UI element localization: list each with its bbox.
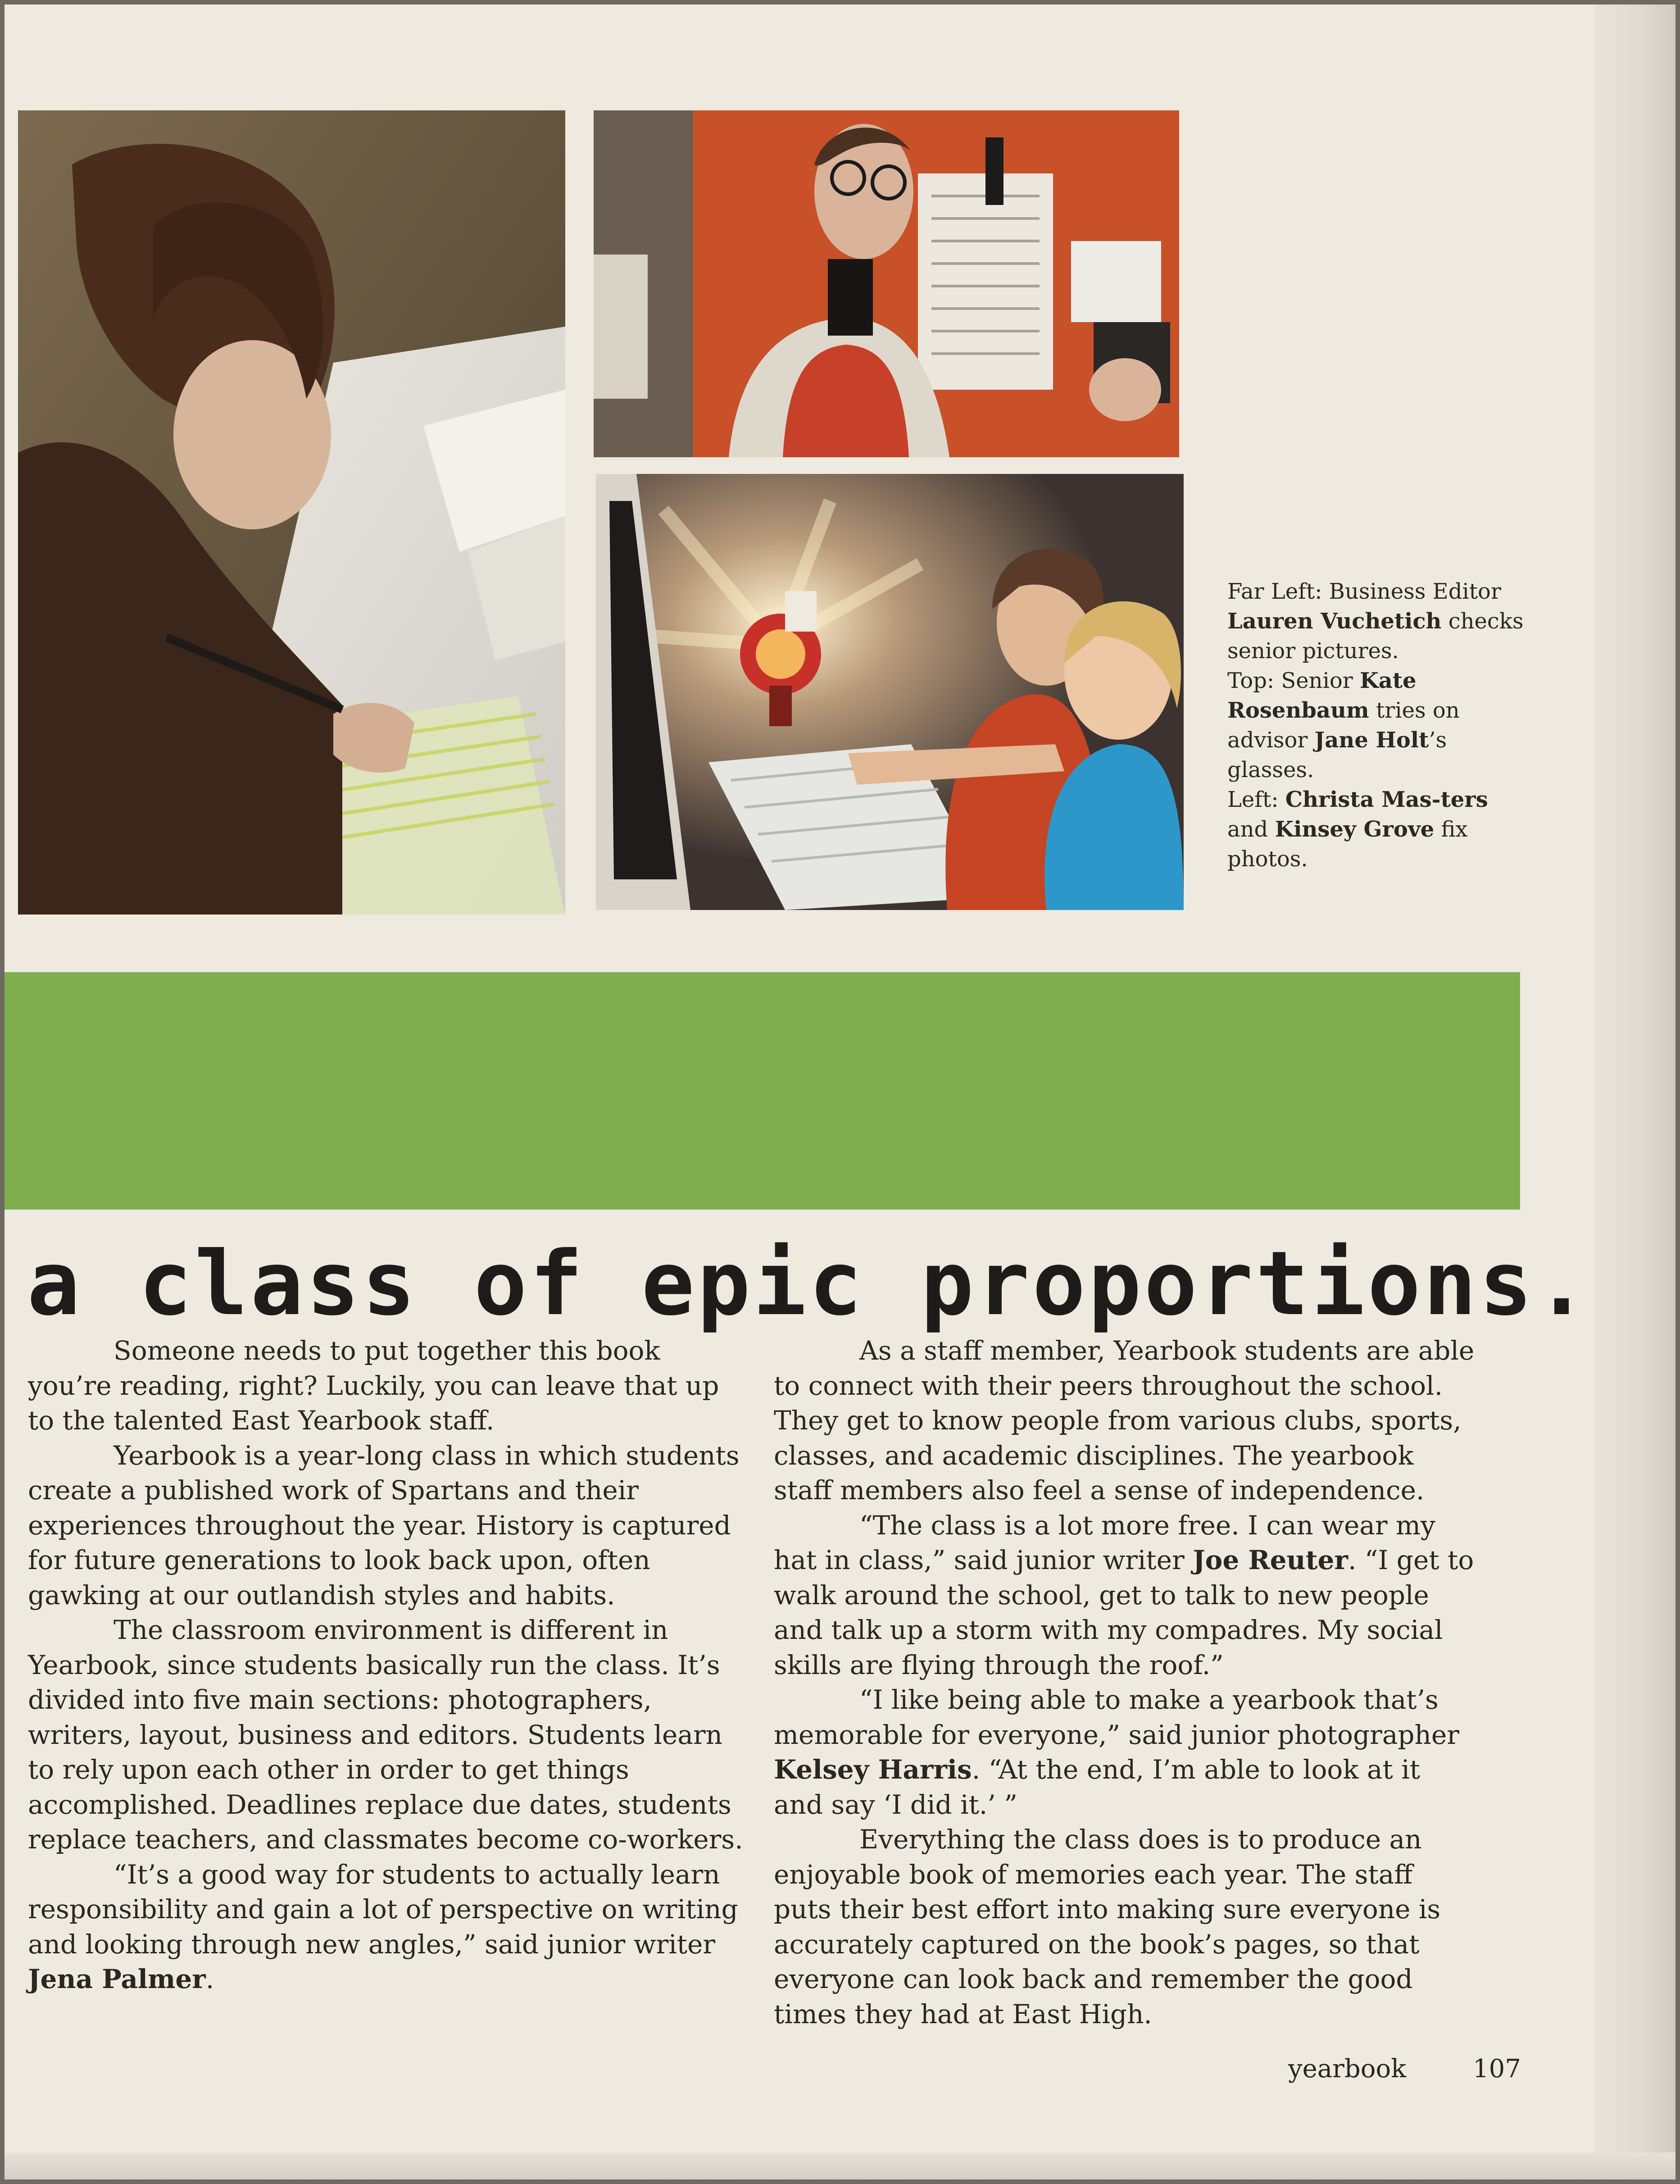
quote-text: “It’s a good way for students to actually learn responsibility and gain a lot of perspective on writing and looking through new angles,” said junior writer: [28, 1859, 738, 1960]
paragraph: Everything the class does is to produce an enjoyable book of memories each year. The staff puts their best effort into making sure everyone is accurately captured on the book’s pages, so that everyone can look back and remember the good times they had at East High.: [774, 1824, 1441, 2029]
caption-name: Christa Mas-ters: [1285, 787, 1488, 812]
caption-top: [1227, 666, 1525, 785]
quote-source-name: Kelsey Harris: [774, 1754, 972, 1785]
caption-far-left: [1227, 577, 1525, 666]
caption-text: checks senior pictures.: [1227, 609, 1524, 664]
paragraph: Yearbook is a year-long class in which students create a published work of Spartans and their experiences throughout the year. History is captured for future generations to look back upon, often gawking at our outlandish styles and habits.: [28, 1440, 740, 1611]
green-color-band: [0, 972, 1520, 1210]
quote-text: .: [205, 1964, 214, 1994]
quote-text: . “At the end, I’m able to look at it and say ‘I did it.’ ”: [774, 1754, 1421, 1820]
quote-text: “The class is a lot more free. I can wear my hat in class,” said junior writer: [774, 1510, 1435, 1575]
page-edge-right: [1594, 0, 1675, 2184]
article-column-left: [28, 1333, 749, 1997]
paragraph: The classroom environment is different in Yearbook, since students basically run the class. It’s divided into five main sections: photographers, writers, layout, business and editors. Students learn to rely upon each other in order to get things accomplished. Deadlines replace due dates, students replace teachers, and classmates become co-workers.: [28, 1615, 743, 1855]
paragraph: [774, 1508, 1476, 1683]
caption-text: Far Left: Business Editor: [1227, 579, 1501, 604]
caption-text: and: [1227, 817, 1275, 842]
quote-source-name: Joe Reuter: [1193, 1545, 1348, 1575]
caption-name: Jane Holt: [1314, 728, 1429, 753]
article-column-right: [774, 1333, 1476, 2032]
photo-left: [596, 474, 1184, 910]
paragraph: As a staff member, Yearbook students are able to connect with their peers throughout the school. They get to know people from various clubs, sports, classes, and academic disciplines. The yearbook staff members also feel a sense of independence.: [774, 1335, 1475, 1506]
paragraph: [774, 1683, 1476, 1822]
photo-top: [594, 110, 1179, 457]
footer-section-label: yearbook: [1288, 2054, 1407, 2084]
article-headline: a class of epic proportions.: [27, 1233, 1591, 1335]
paragraph: Someone needs to put together this book you’re reading, right? Luckily, you can leave that up to the talented East Yearbook staff.: [28, 1335, 719, 1436]
page-edge-bottom: [0, 2152, 1680, 2179]
quote-text: “I like being able to make a yearbook that’s memorable for everyone,” said junior photographer: [774, 1684, 1459, 1750]
caption-text: tries on advisor: [1227, 698, 1460, 753]
caption-left: [1227, 785, 1525, 874]
paragraph: [28, 1857, 749, 1997]
caption-text: fix photos.: [1227, 817, 1468, 872]
photo-far-left: [18, 110, 565, 915]
caption-name: Kinsey Grove: [1275, 817, 1435, 842]
caption-name: Kate Rosenbaum: [1227, 668, 1417, 723]
quote-text: . “I get to walk around the school, get to talk to new people and talk up a storm with my compadres. My social skills are flying through the roof.”: [774, 1545, 1474, 1680]
quote-source-name: Jena Palmer: [28, 1964, 206, 1994]
photo-caption: [1227, 577, 1525, 874]
caption-text: ’s glasses.: [1227, 728, 1447, 783]
caption-name: Lauren Vuchetich: [1227, 609, 1442, 634]
caption-text: Top: Senior: [1227, 668, 1360, 693]
caption-text: Left:: [1227, 787, 1285, 812]
page-number: 107: [1473, 2054, 1521, 2084]
